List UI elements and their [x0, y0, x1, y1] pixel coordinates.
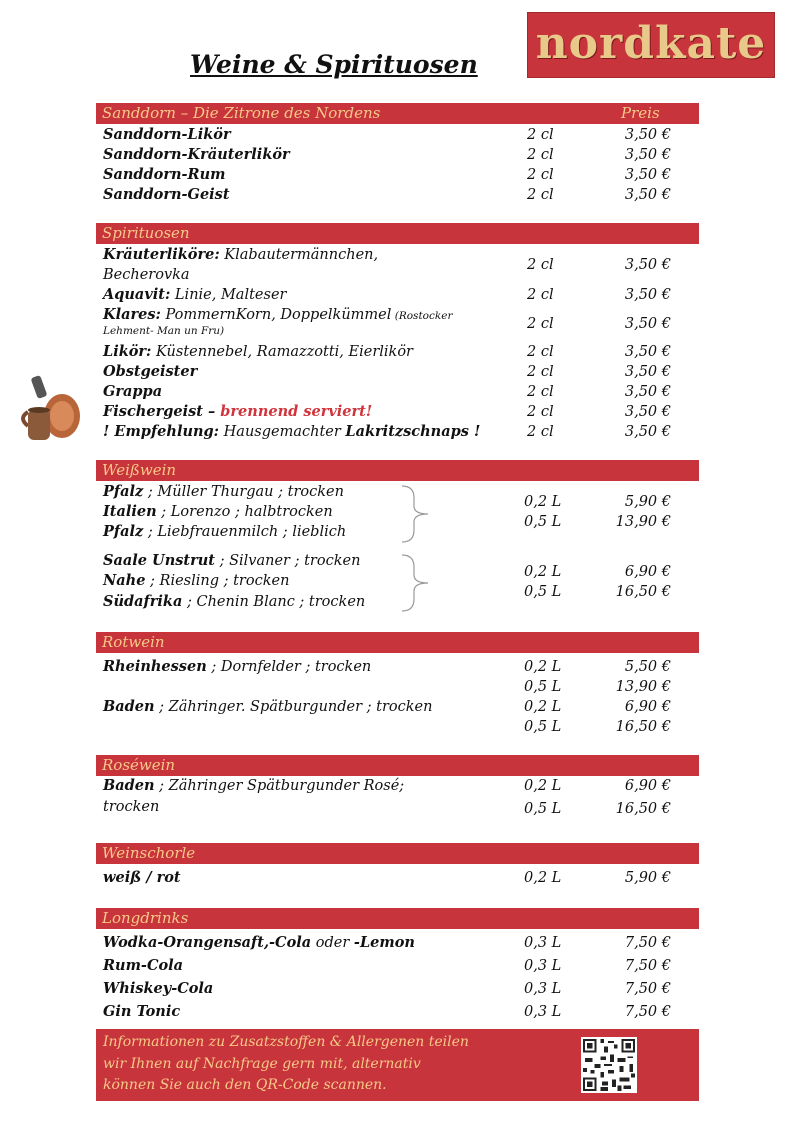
- logo-text: nordkate: [535, 18, 767, 69]
- menu-item-text: Kräuterliköre: Klabautermännchen,: [103, 246, 379, 263]
- menu-item: Sanddorn-Likör 2 cl 3,50 €: [103, 126, 671, 143]
- section-header-spirituosen: Spirituosen: [96, 223, 699, 244]
- menu-item-price: 0,5 L 16,50 €: [524, 801, 671, 817]
- menu-item-text: Südafrika ; Chenin Blanc ; trocken: [103, 593, 366, 610]
- price-column-header: Preis: [621, 104, 660, 122]
- copper-mug-icon: [14, 372, 84, 444]
- menu-item: Whiskey-Cola 0,3 L 7,50 €: [103, 980, 671, 997]
- menu-item-text: Italien ; Lorenzo ; halbtrocken: [103, 503, 333, 520]
- menu-item: 0,5 L 16,50 €: [524, 719, 671, 735]
- section-header-longdrinks: Longdrinks: [96, 908, 699, 929]
- menu-item-text: Lehment- Man un Fru): [103, 325, 225, 337]
- menu-item-text: Becherovka: [103, 267, 190, 283]
- menu-item: ! Empfehlung: Hausgemachter Lakritzschnaps ! 2 cl 3,50 €: [103, 423, 671, 440]
- qr-code-icon[interactable]: [581, 1037, 637, 1093]
- menu-item-text: Pfalz ; Liebfrauenmilch ; lieblich: [103, 523, 347, 540]
- section-title: Sanddorn – Die Zitrone des Nordens: [102, 104, 381, 122]
- menu-item-price: 0,2 L 6,90 €: [524, 778, 671, 794]
- section-header-rosewein: Roséwein: [96, 755, 699, 776]
- menu-item: Baden ; Zähringer. Spätburgunder ; trocken 0,2 L 6,90 €: [103, 698, 671, 715]
- menu-item: Sanddorn-Kräuterlikör 2 cl 3,50 €: [103, 146, 671, 163]
- menu-item-price: 2 cl 3,50 €: [527, 257, 671, 273]
- menu-item-price: 0,2 L 6,90 €: [524, 564, 671, 580]
- menu-item: Gin Tonic 0,3 L 7,50 €: [103, 1003, 671, 1020]
- section-header-weisswein: Weißwein: [96, 460, 699, 481]
- menu-item: weiß / rot 0,2 L 5,90 €: [103, 869, 671, 886]
- menu-item: Grappa 2 cl 3,50 €: [103, 383, 671, 400]
- menu-item: Fischergeist – brennend serviert! 2 cl 3,50 €: [103, 403, 671, 420]
- menu-item: Rheinhessen ; Dornfelder ; trocken 0,2 L 5,50 €: [103, 658, 671, 675]
- page-title: Weine & Spirituosen: [190, 50, 478, 79]
- allergen-info-text: Informationen zu Zusatzstoffen & Allergenen teilen wir Ihnen auf Nachfrage gern mit, alternativ können Sie auch den QR-Code scannen.: [103, 1034, 469, 1093]
- menu-item-text: trocken: [103, 799, 160, 815]
- menu-item-text: Nahe ; Riesling ; trocken: [103, 572, 290, 589]
- menu-item-price: 0,5 L 16,50 €: [524, 584, 671, 600]
- section-header-sanddorn: [96, 103, 699, 124]
- menu-item: Rum-Cola 0,3 L 7,50 €: [103, 957, 671, 974]
- menu-item-price: 0,2 L 5,90 €: [524, 494, 671, 510]
- menu-item: Wodka-Orangensaft,-Cola oder -Lemon 0,3 L 7,50 €: [103, 934, 671, 951]
- nordkate-logo: [527, 12, 775, 78]
- menu-item: Obstgeister 2 cl 3,50 €: [103, 363, 671, 380]
- menu-item-text: Pfalz ; Müller Thurgau ; trocken: [103, 483, 344, 500]
- menu-item: Likör: Küstennebel, Ramazzotti, Eierlikör 2 cl 3,50 €: [103, 343, 671, 360]
- menu-item-text: Klares: PommernKorn, Doppelkümmel (Rostocker: [103, 306, 453, 323]
- menu-item: Sanddorn-Rum 2 cl 3,50 €: [103, 166, 671, 183]
- menu-item: Sanddorn-Geist 2 cl 3,50 €: [103, 186, 671, 203]
- section-header-rotwein: Rotwein: [96, 632, 699, 653]
- menu-item-text: Baden ; Zähringer Spätburgunder Rosé;: [103, 777, 405, 794]
- menu-item-text: Saale Unstrut ; Silvaner ; trocken: [103, 552, 361, 569]
- allergen-info-box: [96, 1029, 699, 1101]
- menu-item: 0,5 L 13,90 €: [524, 679, 671, 695]
- menu-item-price: 2 cl 3,50 €: [527, 316, 671, 332]
- menu-item: Aquavit: Linie, Malteser 2 cl 3,50 €: [103, 286, 671, 303]
- menu-item-price: 0,5 L 13,90 €: [524, 514, 671, 530]
- section-header-weinschorle: Weinschorle: [96, 843, 699, 864]
